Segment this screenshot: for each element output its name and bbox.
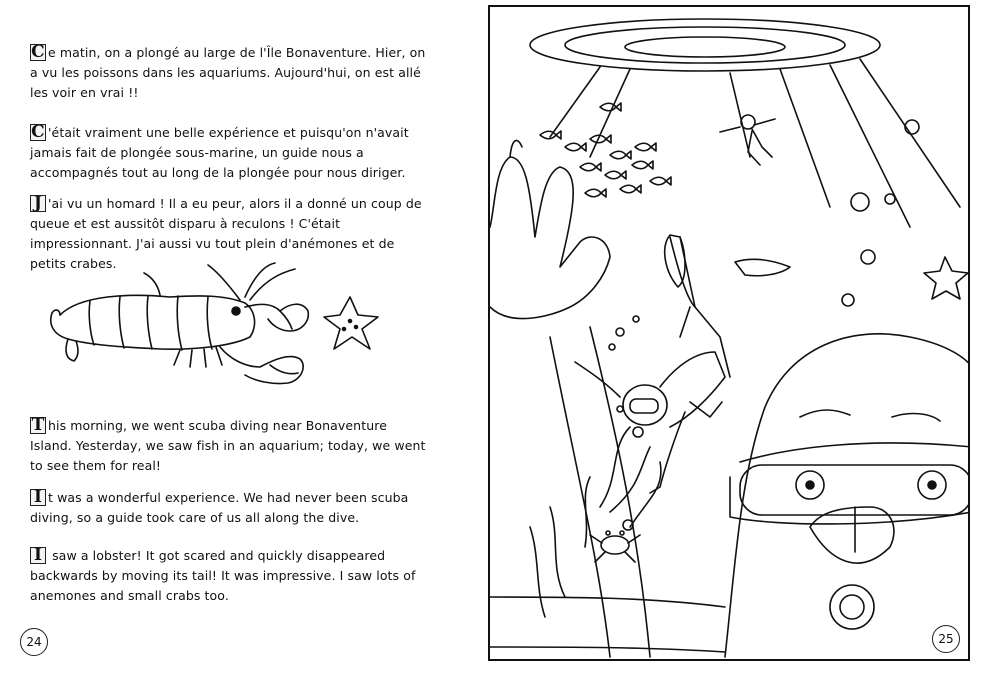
paragraph-text: t was a wonderful experience. We had never been scuba diving, so a guide took care of us all along the dive. (30, 489, 409, 525)
english-paragraph-2 (30, 488, 430, 528)
crab (590, 520, 640, 562)
drop-cap: J (30, 195, 46, 212)
paragraph-text: saw a lobster! It got scared and quickly disappeared backwards by moving its tail! It was impressive. I saw lots of anemones and small crabs too. (30, 547, 416, 603)
underwater-scene (490, 7, 970, 661)
page-number: 24 (20, 628, 48, 656)
guide-diver (720, 115, 775, 165)
drop-cap: C (31, 121, 45, 142)
french-paragraph-1 (30, 43, 430, 103)
scuba-illustration (488, 5, 970, 661)
drop-cap: C (31, 41, 45, 62)
english-paragraph-3 (30, 546, 430, 606)
left-page (0, 0, 480, 674)
paragraph-text: 'était vraiment une belle expérience et puisqu'on n'avait jamais fait de plongée sous-marine, un guide nous a accompagnés tout au long de la plongée pour nous diriger. (30, 124, 409, 180)
paragraph-text: 'ai vu un homard ! Il a eu peur, alors il a donné un coup de queue et est aussitôt disparu à reculons ! C'était impressionnant. J'ai aussi vu tout plein d'anémones et de petits crabes. (30, 195, 422, 271)
main-diver (490, 334, 970, 657)
english-paragraph-1 (30, 416, 430, 476)
fish-school (540, 103, 671, 197)
drop-cap: I (30, 547, 46, 564)
paragraph-text: his morning, we went scuba diving near Bonaventure Island. Yesterday, we saw fish in an aquarium; today, we went to see them for real! (30, 417, 426, 473)
right-page (480, 0, 1000, 674)
girl-diver (575, 235, 790, 493)
page-number: 25 (932, 625, 960, 653)
waving-hand (490, 157, 610, 319)
paragraph-text: e matin, on a plongé au large de l'Île Bonaventure. Hier, on a vu les poissons dans les aquariums. Aujourd'hui, on est allé les voir en vrai !! (30, 44, 426, 100)
drop-cap: I (30, 489, 46, 506)
drop-cap: T (31, 414, 45, 435)
lobster-illustration (40, 255, 400, 400)
french-paragraph-2 (30, 123, 430, 183)
